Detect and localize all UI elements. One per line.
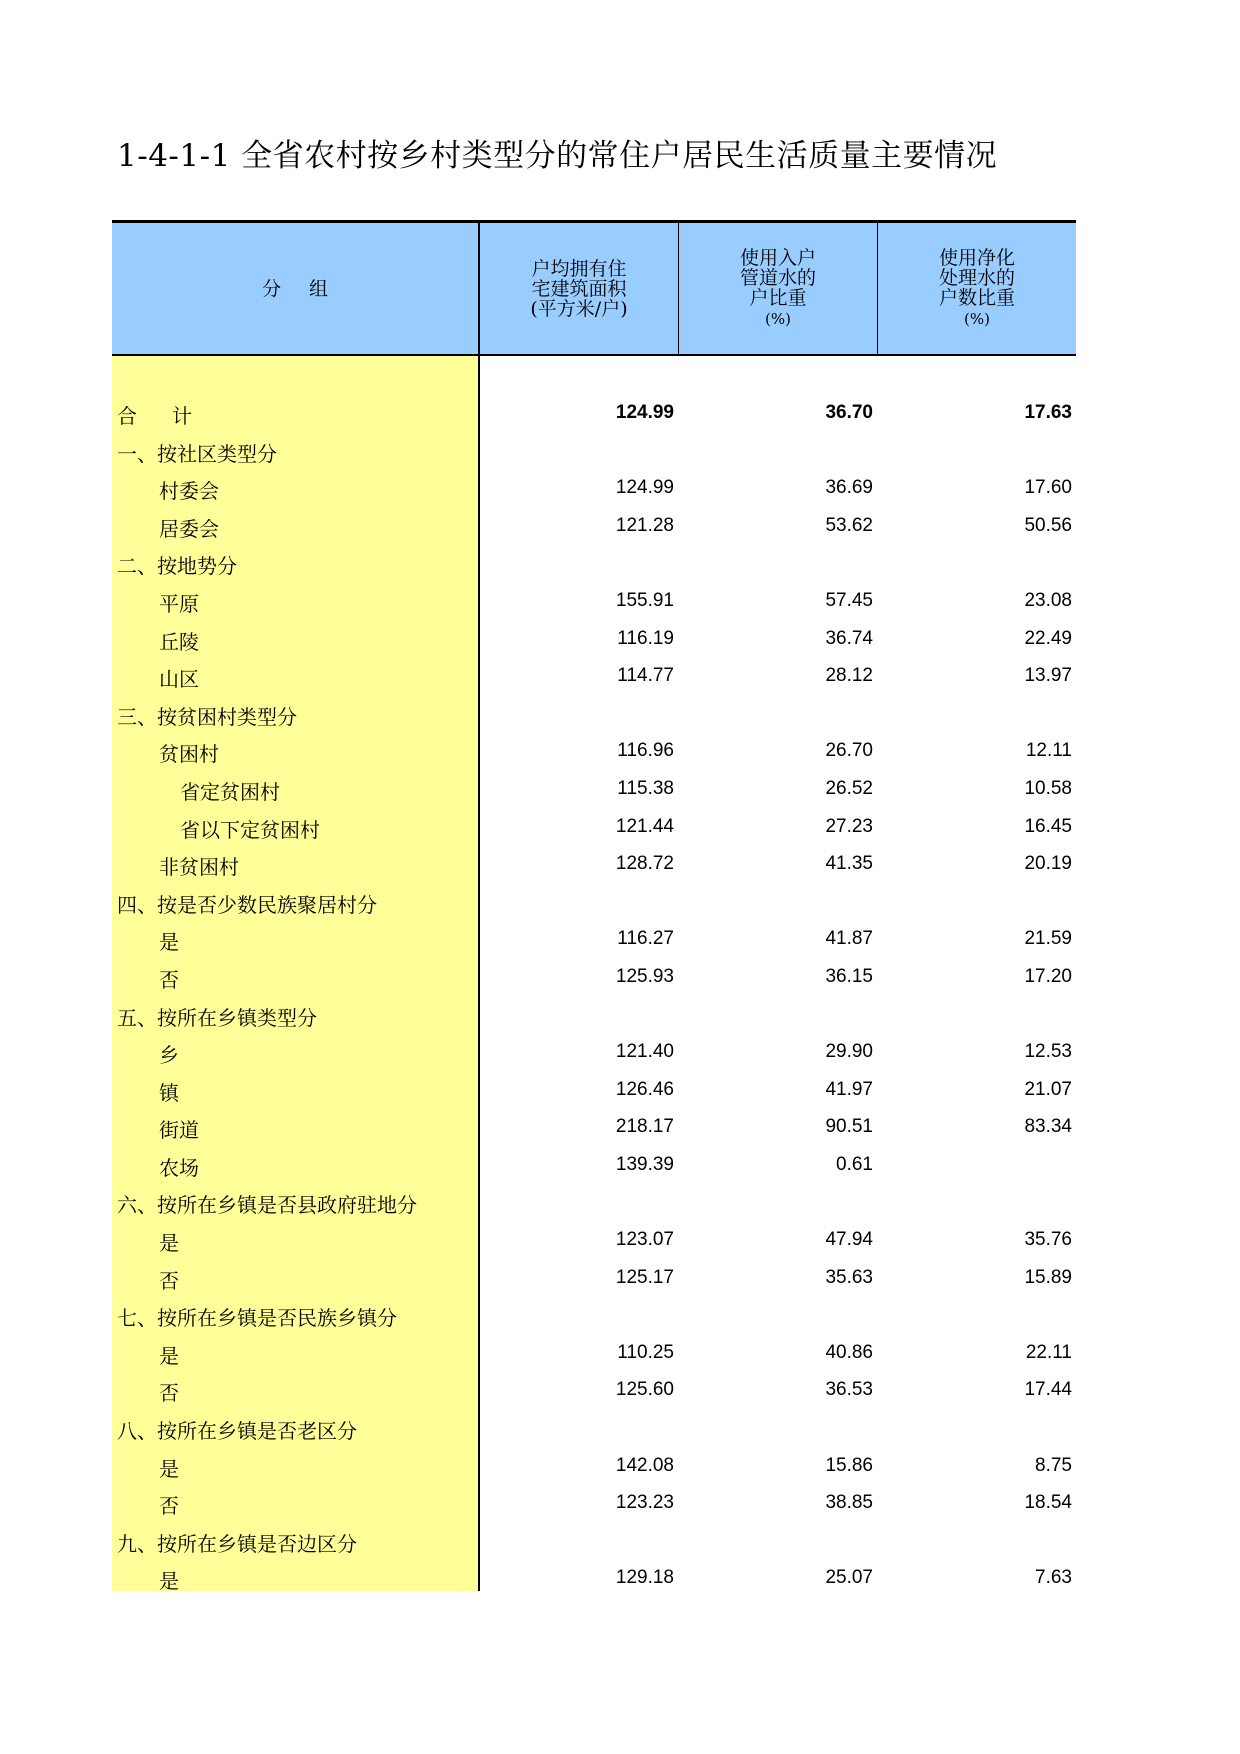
row-label: 镇: [159, 1080, 179, 1105]
table-row: [112, 432, 1076, 470]
row-label: 四、按是否少数民族聚居村分: [117, 892, 377, 917]
row-value-v3: 17.20: [1024, 965, 1072, 987]
row-label: 省定贫困村: [180, 779, 280, 804]
row-label: 省以下定贫困村: [180, 817, 320, 842]
row-value-v2: 27.23: [825, 815, 873, 837]
table-row: [112, 1071, 1076, 1109]
row-label: 街道: [159, 1118, 199, 1143]
table-row: [112, 544, 1076, 582]
row-value-v3: 20.19: [1024, 853, 1072, 875]
row-label: 否: [159, 1381, 179, 1406]
table-row: [112, 1221, 1076, 1259]
header-purified-water: [878, 223, 1076, 354]
table-row: [112, 1033, 1076, 1071]
row-value-v2: 26.52: [825, 777, 873, 799]
header-purified-water-label: 使用净化 处理水的 户数比重: [938, 247, 1015, 309]
row-value-v1: 125.17: [615, 1266, 674, 1288]
row-value-v3: 12.53: [1024, 1041, 1072, 1063]
row-value-v1: 121.40: [615, 1041, 674, 1063]
row-value-v3: 10.58: [1024, 777, 1072, 799]
row-label: 一、按社区类型分: [117, 441, 277, 466]
table-row: [112, 1447, 1076, 1485]
row-value-v1: 110.25: [617, 1341, 674, 1363]
row-value-v1: 115.38: [617, 777, 674, 799]
row-label: 否: [159, 1494, 179, 1519]
row-value-v1: 124.99: [615, 402, 674, 423]
table-row: [112, 1183, 1076, 1221]
table-row: [112, 958, 1076, 996]
row-value-v2: 26.70: [825, 740, 873, 762]
table-row: [112, 1108, 1076, 1146]
row-value-v2: 53.62: [825, 514, 873, 536]
row-value-v2: 38.85: [825, 1492, 873, 1514]
row-value-v2: 41.97: [825, 1078, 873, 1100]
table-header: [112, 220, 1076, 356]
table-row: [112, 620, 1076, 658]
row-value-v1: 125.60: [615, 1379, 674, 1401]
row-label: 是: [159, 1456, 179, 1481]
row-value-v1: 142.08: [615, 1454, 674, 1476]
row-value-v3: 7.63: [1035, 1567, 1072, 1589]
header-group: 分组: [112, 223, 480, 354]
row-value-v3: 21.59: [1024, 928, 1072, 950]
row-value-v3: 21.07: [1024, 1078, 1072, 1100]
table-row: [112, 883, 1076, 921]
header-piped-water-unit: (%): [765, 310, 791, 328]
table-row: [112, 808, 1076, 846]
table-row: [112, 657, 1076, 695]
row-value-v2: 36.69: [825, 477, 873, 499]
header-piped-water-label: 使用入户 管道水的 户比重: [739, 247, 816, 309]
table-body: [112, 394, 1076, 1597]
table-row: [112, 695, 1076, 733]
row-label: 是: [159, 1231, 179, 1256]
row-label: 贫困村: [159, 742, 219, 767]
row-value-v1: 129.18: [615, 1567, 674, 1589]
table-row: [112, 845, 1076, 883]
row-value-v3: 17.63: [1024, 402, 1072, 423]
row-label: 村委会: [159, 479, 219, 504]
row-label: 八、按所在乡镇是否老区分: [117, 1419, 357, 1444]
row-value-v1: 121.44: [615, 815, 674, 837]
row-value-v2: 36.53: [825, 1379, 873, 1401]
row-value-v1: 123.07: [615, 1229, 674, 1251]
table-row: [112, 1409, 1076, 1447]
table-row: [112, 1484, 1076, 1522]
row-label: 乡: [159, 1043, 179, 1068]
row-value-v1: 128.72: [615, 853, 674, 875]
row-label: 居委会: [159, 516, 219, 541]
row-label: 九、按所在乡镇是否边区分: [117, 1531, 357, 1556]
page-title: 1-4-1-1 全省农村按乡村类型分的常住户居民生活质量主要情况: [117, 138, 998, 174]
row-value-v2: 41.35: [825, 853, 873, 875]
header-housing-area-label: 户均拥有住 宅建筑面积 (平方米/户): [530, 257, 628, 320]
table-row: [112, 996, 1076, 1034]
row-value-v3: 13.97: [1024, 665, 1072, 687]
table-row: [112, 920, 1076, 958]
table-row: [112, 507, 1076, 545]
row-value-v1: 114.77: [617, 665, 674, 687]
row-value-v1: 123.23: [615, 1492, 674, 1514]
table-row: [112, 1259, 1076, 1297]
row-value-v2: 40.86: [825, 1341, 873, 1363]
table-row: [112, 732, 1076, 770]
row-value-v3: 18.54: [1024, 1492, 1072, 1514]
row-label: 否: [159, 1268, 179, 1293]
row-value-v2: 29.90: [825, 1041, 873, 1063]
row-value-v2: 36.74: [825, 627, 873, 649]
table-row: [112, 770, 1076, 808]
row-value-v3: 15.89: [1024, 1266, 1072, 1288]
table-row: [112, 1559, 1076, 1597]
row-value-v2: 57.45: [825, 589, 873, 611]
table-row: [112, 582, 1076, 620]
row-value-v3: 50.56: [1024, 514, 1072, 536]
row-value-v2: 35.63: [825, 1266, 873, 1288]
header-housing-area: [480, 223, 679, 354]
row-value-v2: 25.07: [825, 1567, 873, 1589]
row-value-v1: 139.39: [615, 1153, 674, 1175]
row-value-v3: 22.49: [1024, 627, 1072, 649]
row-value-v3: 35.76: [1024, 1229, 1072, 1251]
row-value-v1: 116.19: [617, 627, 674, 649]
row-value-v2: 28.12: [825, 665, 873, 687]
table-row: [112, 469, 1076, 507]
table-row: [112, 1371, 1076, 1409]
table-row: [112, 1334, 1076, 1372]
row-value-v1: 116.27: [617, 928, 674, 950]
row-value-v2: 41.87: [825, 928, 873, 950]
table-row: [112, 1146, 1076, 1184]
row-label: 是: [159, 930, 179, 955]
row-label: 丘陵: [159, 629, 199, 654]
row-label: 七、按所在乡镇是否民族乡镇分: [117, 1306, 397, 1331]
row-label: 平原: [159, 591, 199, 616]
row-value-v2: 0.61: [836, 1153, 873, 1175]
row-value-v3: 22.11: [1025, 1341, 1072, 1363]
table-row: [112, 394, 1076, 432]
row-label: 合计: [117, 404, 227, 428]
row-value-v1: 155.91: [615, 589, 674, 611]
row-value-v1: 126.46: [615, 1078, 674, 1100]
row-value-v1: 218.17: [615, 1116, 674, 1138]
row-label: 六、按所在乡镇是否县政府驻地分: [117, 1193, 417, 1218]
row-value-v2: 90.51: [825, 1116, 873, 1138]
row-value-v3: 83.34: [1024, 1116, 1072, 1138]
row-value-v3: 17.44: [1024, 1379, 1072, 1401]
table-row: [112, 1522, 1076, 1560]
row-label: 五、按所在乡镇类型分: [117, 1005, 317, 1030]
row-value-v1: 116.96: [617, 740, 674, 762]
row-value-v1: 125.93: [615, 965, 674, 987]
row-value-v3: 12.11: [1025, 740, 1072, 762]
header-piped-water: [679, 223, 878, 354]
row-label: 是: [159, 1343, 179, 1368]
row-value-v3: 17.60: [1024, 477, 1072, 499]
row-value-v2: 36.15: [825, 965, 873, 987]
row-label: 非贫困村: [159, 855, 239, 880]
row-label: 否: [159, 967, 179, 992]
row-value-v1: 121.28: [615, 514, 674, 536]
row-label: 是: [159, 1569, 179, 1594]
row-label: 农场: [159, 1155, 199, 1180]
row-value-v2: 36.70: [825, 402, 873, 423]
row-value-v2: 15.86: [825, 1454, 873, 1476]
row-label: 二、按地势分: [117, 554, 237, 579]
row-value-v2: 47.94: [825, 1229, 873, 1251]
row-value-v3: 8.75: [1035, 1454, 1072, 1476]
row-value-v3: 23.08: [1024, 589, 1072, 611]
header-purified-water-unit: (%): [964, 310, 990, 328]
row-value-v3: 16.45: [1024, 815, 1072, 837]
row-label: 山区: [159, 667, 199, 692]
table-row: [112, 1296, 1076, 1334]
row-label: 三、按贫困村类型分: [117, 704, 297, 729]
row-value-v1: 124.99: [615, 477, 674, 499]
